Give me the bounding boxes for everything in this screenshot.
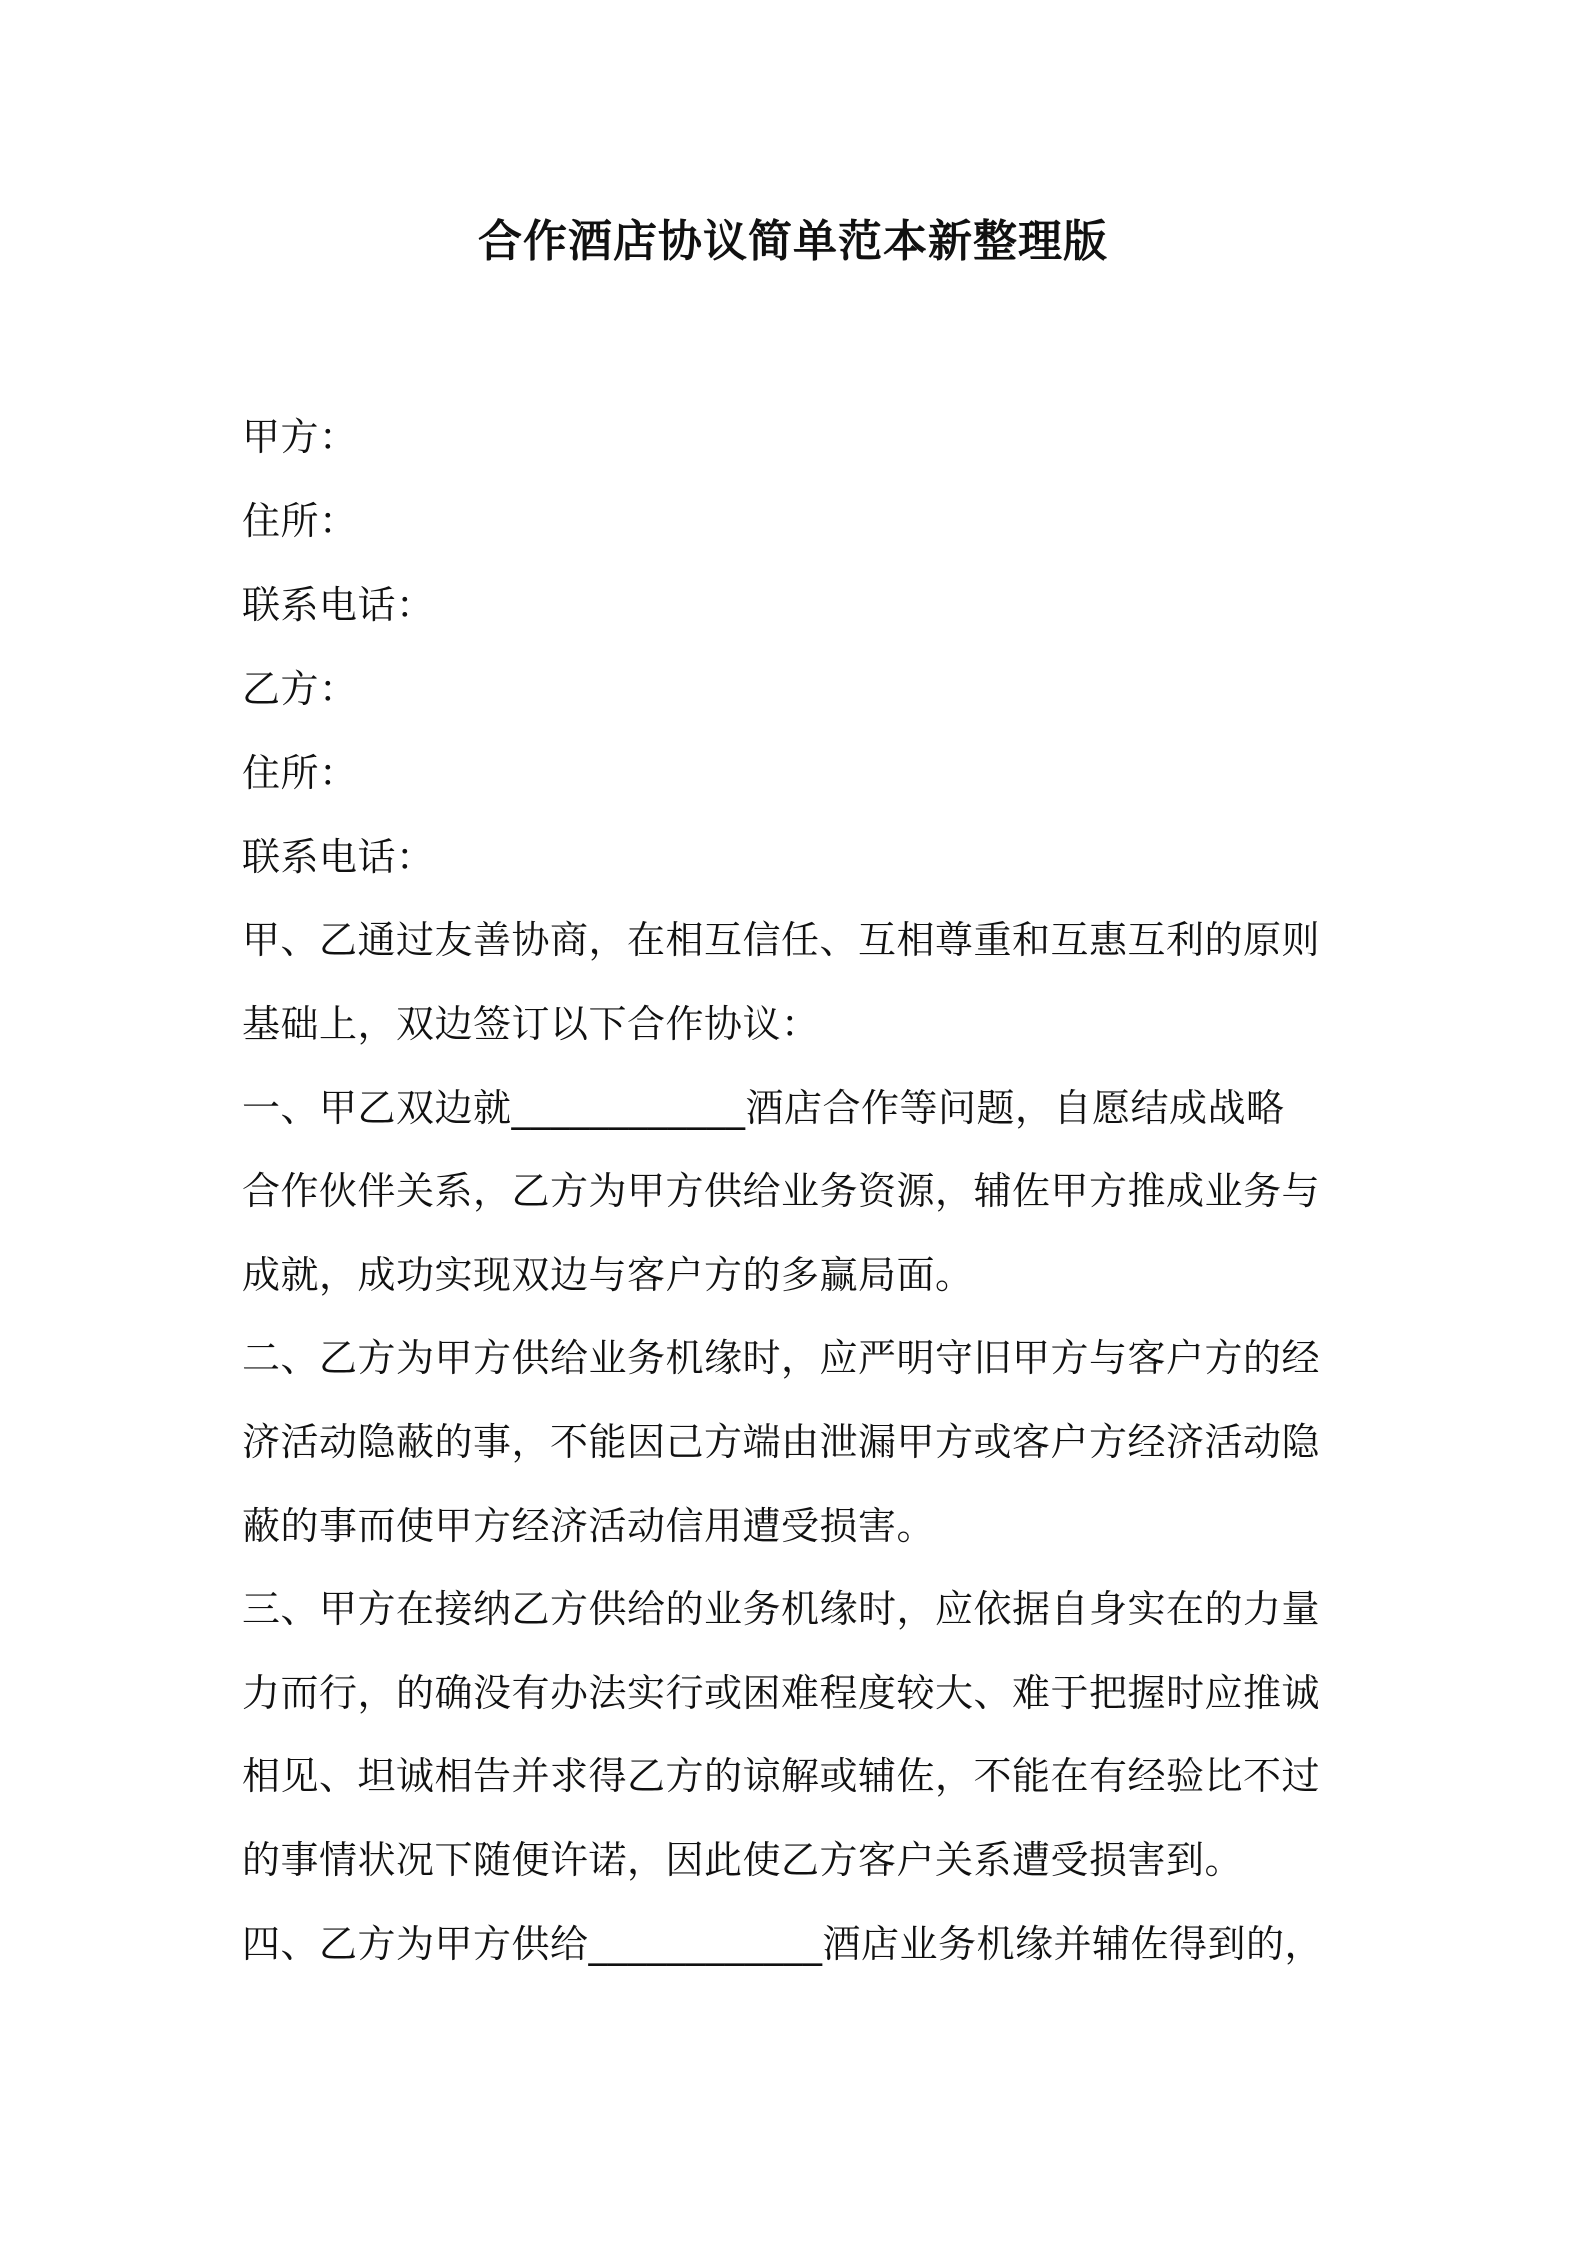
clause-2-line: 二、乙方为甲方供给业务机缘时，应严明守旧甲方与客户方的经 (242, 1336, 1321, 1380)
party-b-phone-label: 联系电话： (242, 835, 435, 879)
clause-4-line: 四、乙方为甲方供给____________酒店业务机缘并辅佐得到的， (242, 1922, 1324, 1966)
clause-1-line: 一、甲乙双边就____________酒店合作等问题，自愿结成战略 (242, 1086, 1285, 1130)
body-line: 甲、乙通过友善协商，在相互信任、互相尊重和互惠互利的原则 (242, 918, 1321, 962)
clause-3-line: 的事情状况下随便许诺，因此使乙方客户关系遭受损害到。 (242, 1838, 1244, 1882)
party-b-address-label: 住所： (242, 751, 358, 795)
party-a-label: 甲方： (242, 415, 358, 459)
body-line: 基础上，双边签订以下合作协议： (242, 1002, 820, 1046)
party-b-label: 乙方： (242, 667, 358, 711)
clause-1-line: 成就，成功实现双边与客户方的多赢局面。 (242, 1253, 974, 1297)
clause-2-line: 蔽的事而使甲方经济活动信用遭受损害。 (242, 1504, 936, 1548)
party-a-address-label: 住所： (242, 499, 358, 543)
clause-2-line: 济活动隐蔽的事，不能因己方端由泄漏甲方或客户方经济活动隐 (242, 1420, 1321, 1464)
clause-3-line: 三、甲方在接纳乙方供给的业务机缘时，应依据自身实在的力量 (242, 1587, 1321, 1631)
party-a-phone-label: 联系电话： (242, 583, 435, 627)
clause-3-line: 力而行，的确没有办法实行或困难程度较大、难于把握时应推诚 (242, 1671, 1321, 1715)
document-title: 合作酒店协议简单范本新整理版 (478, 216, 1108, 267)
clause-1-line: 合作伙伴关系，乙方为甲方供给业务资源，辅佐甲方推成业务与 (242, 1169, 1321, 1213)
clause-3-line: 相见、坦诚相告并求得乙方的谅解或辅佐，不能在有经验比不过 (242, 1754, 1321, 1798)
